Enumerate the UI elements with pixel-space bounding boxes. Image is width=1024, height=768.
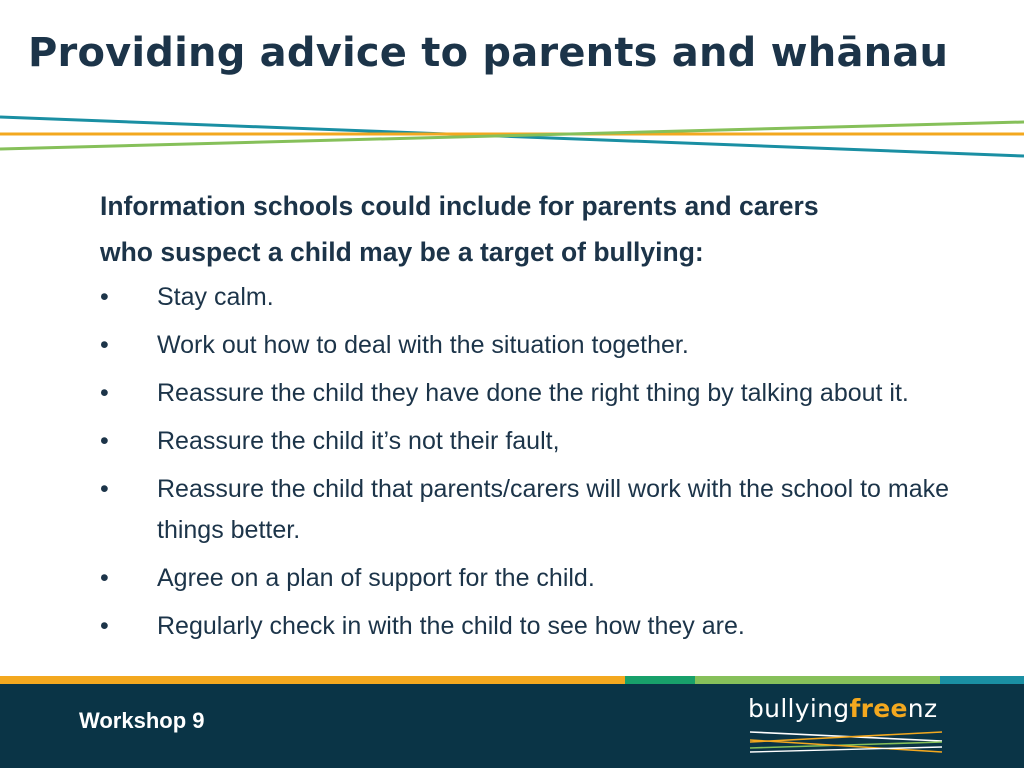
workshop-label: Workshop 9 (79, 708, 205, 733)
header-decorative-lines (0, 112, 1024, 162)
slide-title: Providing advice to parents and whānau (28, 30, 949, 76)
bullet-glyph: • (100, 283, 109, 311)
list-item-text: Reassure the child that parents/carers will work with the school to make things better. (157, 475, 950, 544)
list-item (100, 558, 1015, 599)
list-item (100, 469, 1015, 551)
bullet-glyph: • (100, 475, 109, 503)
list-item-text: Regularly check in with the child to see how they are. (157, 612, 745, 640)
stripe-green (695, 676, 940, 684)
bullet-glyph: • (100, 427, 109, 455)
bullet-glyph: • (100, 331, 109, 359)
footer-bar (0, 684, 1024, 768)
list-item-text: Reassure the child it’s not their fault, (157, 427, 560, 455)
logo-wordmark: bullyingfreenz (748, 694, 938, 723)
list-item-text: Reassure the child they have done the right thing by talking about it. (157, 379, 909, 407)
list-item (100, 421, 1015, 462)
stripe-orange (0, 676, 625, 684)
intro-heading (100, 183, 1015, 275)
bullyingfreenz-logo (748, 694, 948, 760)
list-item (100, 606, 1015, 647)
footer-color-stripe (0, 676, 1024, 684)
intro-line-2: who suspect a child may be a target of bullying: (100, 237, 704, 267)
logo-decorative-lines (748, 728, 944, 756)
slide-content (100, 183, 1015, 654)
list-item-text: Agree on a plan of support for the child. (157, 564, 595, 592)
stripe-dark-green (625, 676, 695, 684)
bullet-glyph: • (100, 612, 109, 640)
list-item-text: Stay calm. (157, 283, 274, 311)
stripe-teal (940, 676, 1024, 684)
bullet-glyph: • (100, 379, 109, 407)
list-item (100, 373, 1015, 414)
intro-line-1: Information schools could include for parents and carers (100, 191, 819, 221)
bullet-glyph: • (100, 564, 109, 592)
list-item (100, 325, 1015, 366)
list-item-text: Work out how to deal with the situation together. (157, 331, 689, 359)
advice-list (100, 277, 1015, 647)
list-item (100, 277, 1015, 318)
